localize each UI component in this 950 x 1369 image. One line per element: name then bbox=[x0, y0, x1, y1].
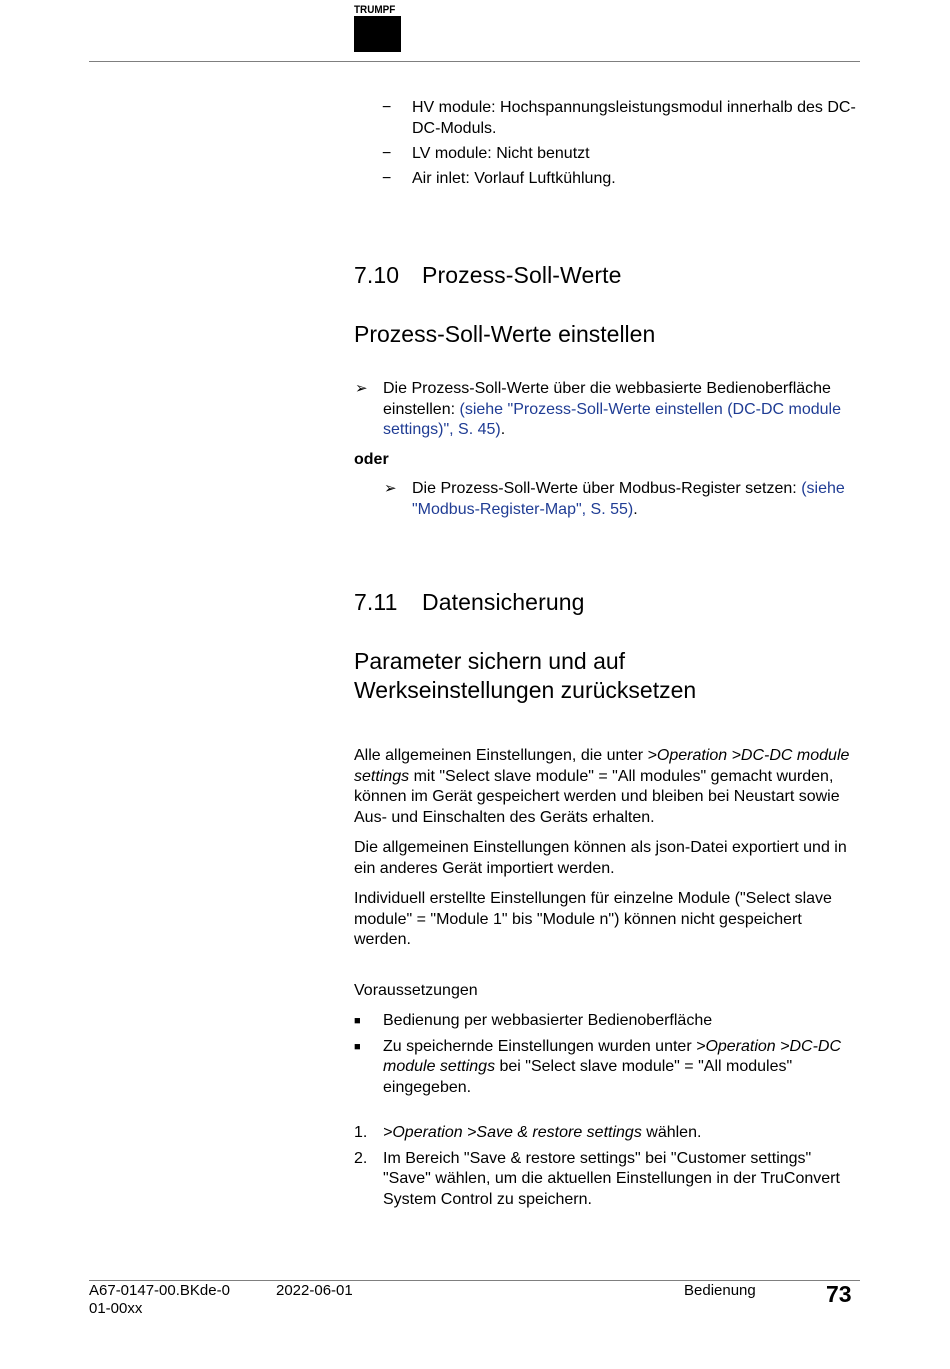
page-content bbox=[354, 98, 860, 1215]
list-item: − LV module: Nicht benutzt bbox=[354, 144, 860, 165]
steps-list bbox=[354, 1123, 860, 1210]
step-number: 2. bbox=[354, 1149, 368, 1167]
footer-chapter: Bedienung bbox=[684, 1282, 756, 1299]
list-item: ■ Bedienung per webbasierter Bedienoberfläche bbox=[354, 1011, 860, 1032]
instruction-step: ➢ Die Prozess-Soll-Werte über Modbus-Register setzen: (siehe "Modbus-Register-Map", S. 55). bbox=[384, 480, 845, 518]
dash-mark: − bbox=[382, 169, 392, 187]
prerequisites-heading: Voraussetzungen bbox=[354, 981, 478, 999]
paragraph: Alle allgemeinen Einstellungen, die unter >Operation >DC-DC module settings mit "Select slave module" = "All modules" gemacht wurden, können im Gerät gespeichert werden und bleiben bei Neustart sowie Aus- und Einschalten des Geräts erhalten. bbox=[354, 747, 850, 826]
footer-date: 2022-06-01 bbox=[276, 1282, 353, 1299]
subheading-parameter-sichern: Parameter sichern und auf Werkseinstellungen zurücksetzen bbox=[354, 648, 697, 703]
cross-reference-link[interactable]: (siehe "Prozess-Soll-Werte einstellen (DC-DC module settings)", S. 45) bbox=[383, 400, 842, 438]
subheading-prozess-soll-werte: Prozess-Soll-Werte einstellen bbox=[354, 321, 656, 347]
arrow-bullet-icon: ➢ bbox=[384, 480, 397, 497]
logo-block bbox=[354, 16, 401, 52]
logo-text: TRUMPF bbox=[354, 4, 396, 16]
dash-mark: − bbox=[382, 99, 392, 116]
paragraph: Individuell erstellte Einstellungen für einzelne Module ("Select slave module" = "Module 1" bis "Module n") können nicht gespeichert werden. bbox=[354, 890, 832, 948]
square-bullet-icon: ■ bbox=[354, 1040, 361, 1053]
list-item: − HV module: Hochspannungsleistungsmodul innerhalb des DC-DC-Moduls. bbox=[382, 99, 856, 137]
footer-rule bbox=[89, 1280, 860, 1281]
prerequisites-list bbox=[354, 1011, 860, 1098]
section-heading-7-11: 7.11 Datensicherung bbox=[354, 589, 585, 615]
list-item: 1. >Operation >Save & restore settings wählen. bbox=[354, 1123, 860, 1144]
paragraph: Die allgemeinen Einstellungen können als json-Datei exportiert und in ein anderes Gerät importiert werden. bbox=[354, 839, 847, 877]
section-heading-7-10: 7.10 Prozess-Soll-Werte bbox=[354, 262, 622, 288]
header-rule bbox=[89, 61, 860, 62]
arrow-bullet-icon: ➢ bbox=[355, 380, 368, 397]
trumpf-logo bbox=[354, 4, 401, 52]
cross-reference-link[interactable]: (siehe "Modbus-Register-Map", S. 55) bbox=[412, 480, 845, 518]
square-bullet-icon: ■ bbox=[354, 1015, 361, 1027]
instruction-step: ➢ Die Prozess-Soll-Werte über die webbasierte Bedienoberfläche einstellen: (siehe "Prozess-Soll-Werte einstellen (DC-DC module settings)", S. 45). bbox=[355, 380, 842, 438]
list-item: 2. Im Bereich "Save & restore settings" bei "Customer settings" "Save" wählen, um die aktuellen Einstellungen in der TruConvert System Control zu speichern. bbox=[354, 1149, 840, 1208]
list-item: − Air inlet: Vorlauf Luftkühlung. bbox=[354, 169, 860, 190]
intro-list bbox=[354, 98, 860, 189]
dash-mark: − bbox=[382, 144, 392, 162]
step-number: 1. bbox=[354, 1124, 368, 1141]
page-number: 73 bbox=[826, 1281, 852, 1307]
footer-doc-id: A67-0147-00.BKde-0 01-00xx bbox=[89, 1282, 230, 1317]
list-item: ■ Zu speichernde Einstellungen wurden unter >Operation >DC-DC module settings bei "Select slave module" = "All modules" eingegeben. bbox=[354, 1037, 842, 1096]
or-label: oder bbox=[354, 450, 389, 468]
